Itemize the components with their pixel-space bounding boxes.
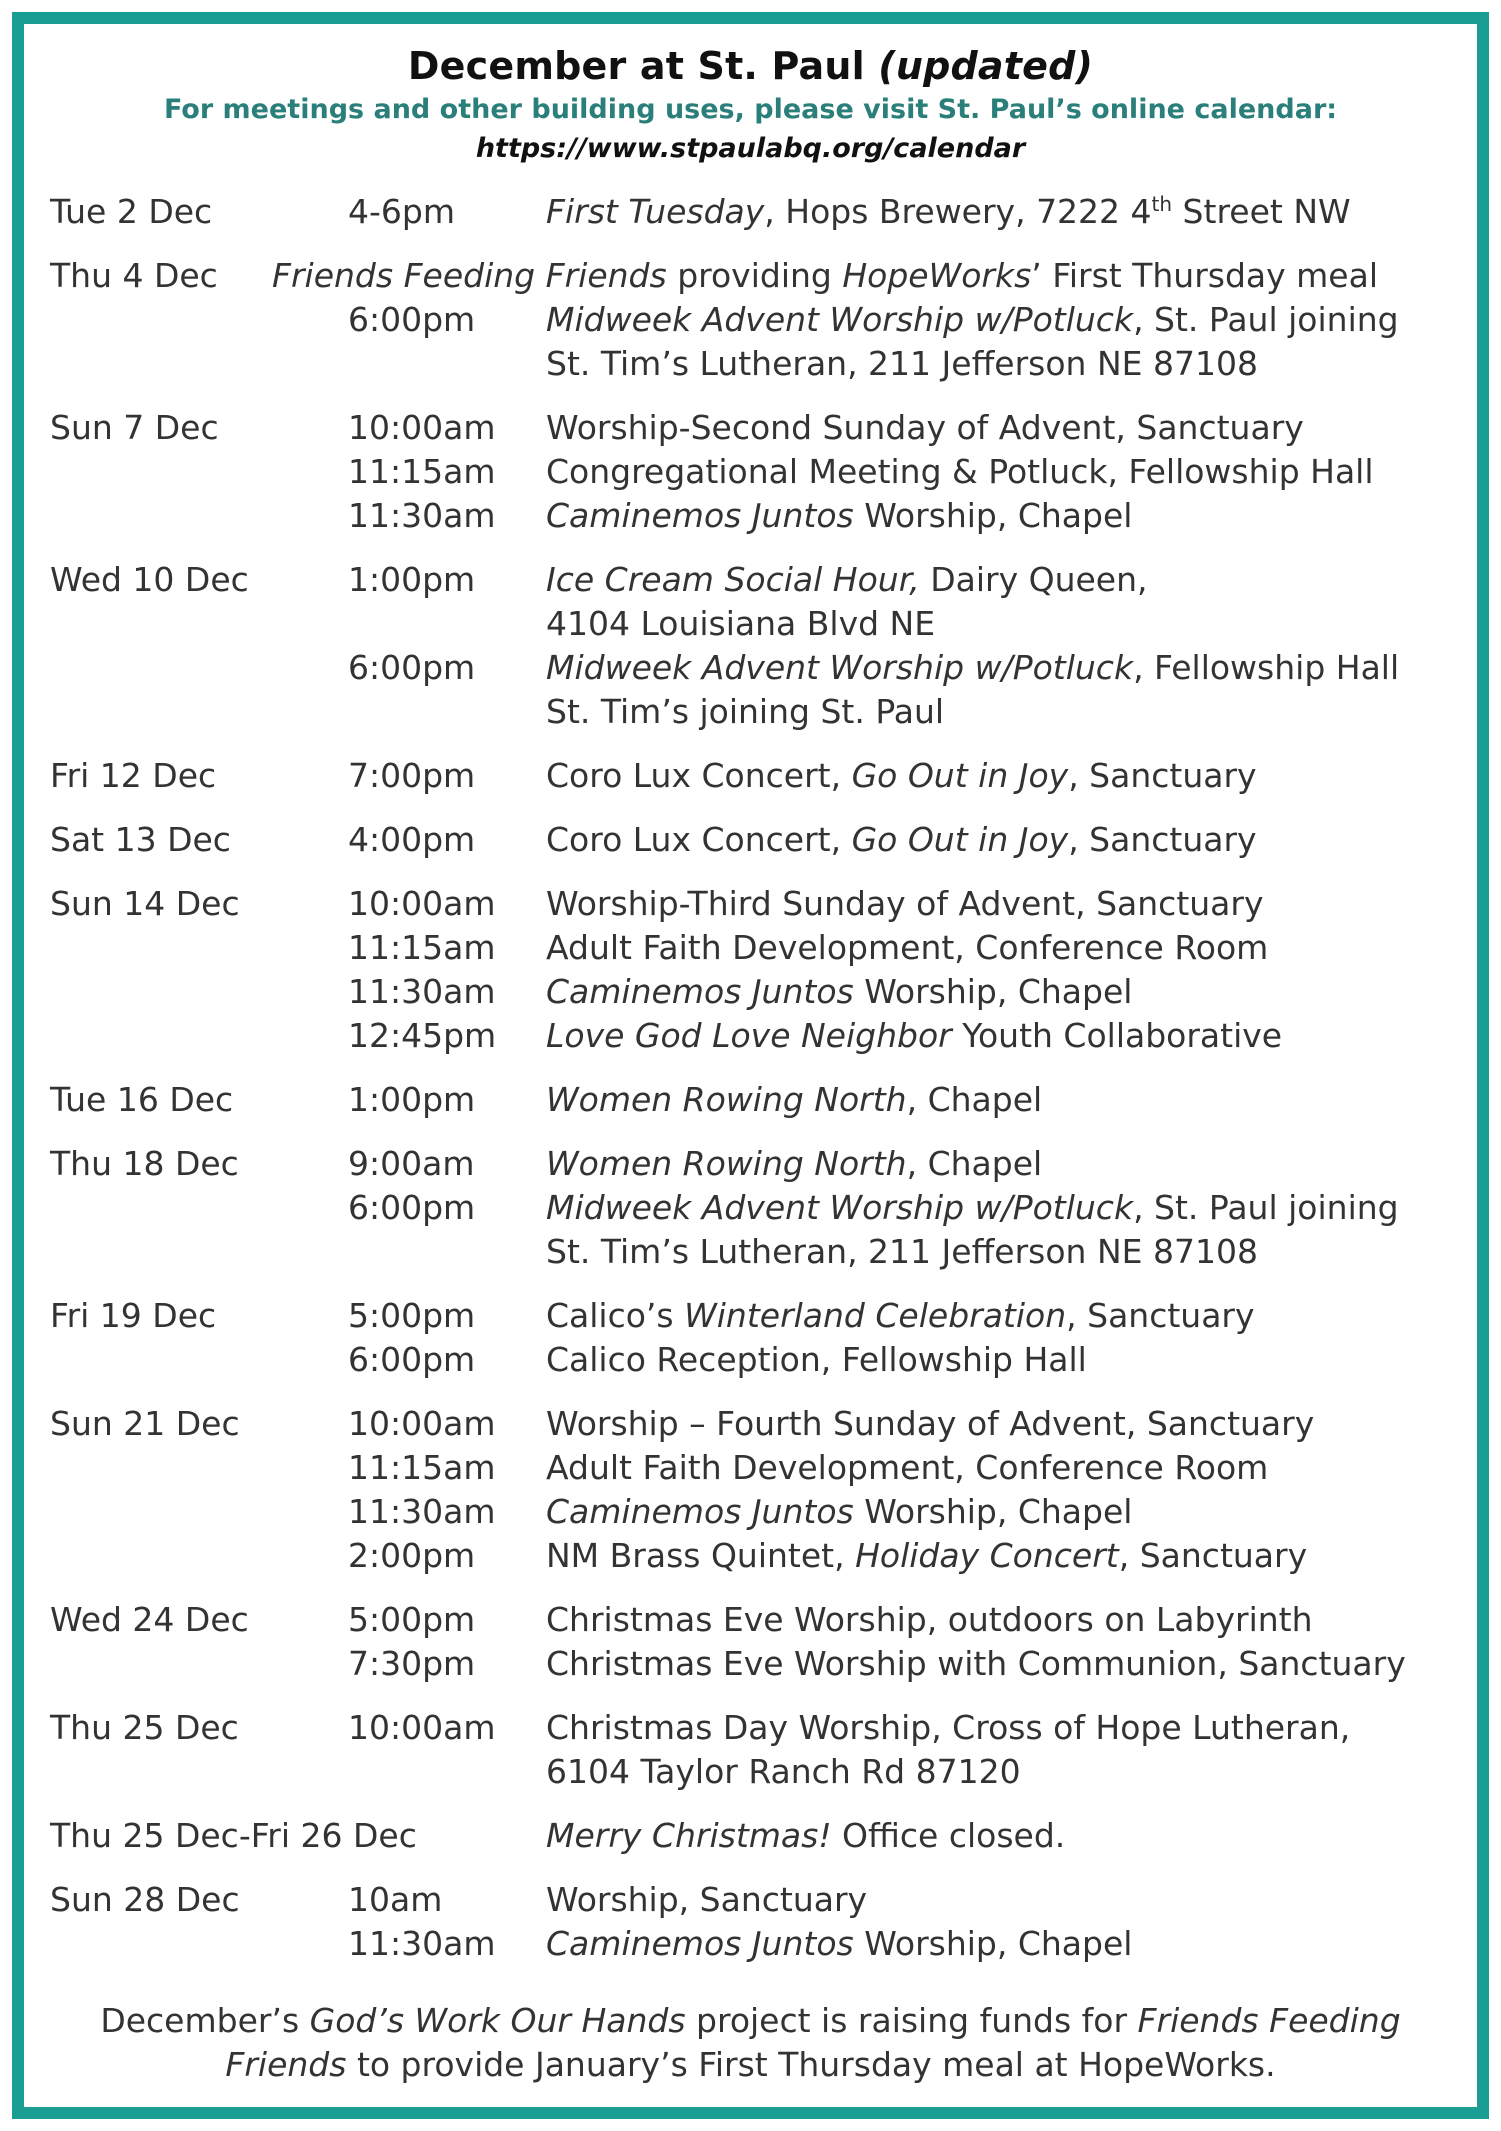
event-date: Thu 25 Dec	[50, 1708, 239, 1747]
text-run: Office closed.	[831, 1816, 1066, 1855]
event-description	[546, 1642, 1406, 1686]
text-run: Worship, Chapel	[853, 496, 1133, 535]
event-date: Wed 24 Dec	[50, 1600, 249, 1639]
text-run: Worship-Third Sunday of Advent, Sanctuary	[546, 884, 1264, 923]
text-run: Christmas Eve Worship with Communion, Sanctuary	[546, 1644, 1406, 1683]
event-description	[546, 1338, 1087, 1382]
text-run: to provide January’s First Thursday meal at HopeWorks.	[346, 2045, 1276, 2084]
event-line	[50, 406, 1470, 450]
event-time: 10:00am	[348, 408, 496, 447]
text-run: Coro Lux Concert,	[546, 756, 852, 795]
text-run: Christmas Day Worship, Cross of Hope Lutheran,	[546, 1708, 1351, 1747]
event-description	[546, 1014, 1282, 1058]
text-run: Caminemos Juntos	[546, 972, 854, 1011]
event-line	[50, 1230, 1470, 1274]
event-entry	[50, 1814, 1470, 1858]
text-run: Dairy Queen,	[919, 560, 1148, 599]
event-description	[546, 926, 1268, 970]
event-description	[546, 1598, 1313, 1642]
text-run: Street NW	[1172, 192, 1351, 231]
text-run: , Chapel	[906, 1080, 1043, 1119]
event-line	[50, 1750, 1470, 1794]
event-description	[546, 494, 1132, 538]
event-description	[546, 1534, 1307, 1578]
title-suffix: (updated)	[878, 44, 1094, 88]
event-line	[50, 754, 1470, 798]
event-entry	[50, 1706, 1470, 1794]
event-line	[50, 1534, 1470, 1578]
event-line	[50, 1878, 1470, 1922]
text-run: Youth Collaborative	[951, 1016, 1283, 1055]
text-run: 6104 Taylor Ranch Rd 87120	[546, 1752, 1021, 1791]
text-run: Adult Faith Development, Conference Room	[546, 928, 1269, 967]
text-run: St. Tim’s Lutheran, 211 Jefferson NE 87108	[546, 1232, 1258, 1271]
event-date: Tue 16 Dec	[50, 1080, 234, 1119]
event-description	[546, 1078, 1042, 1122]
event-line	[50, 494, 1470, 538]
event-description	[546, 754, 1257, 798]
event-entry	[50, 190, 1470, 234]
event-date: Sun 28 Dec	[50, 1880, 240, 1919]
footer-line-2	[24, 2043, 1477, 2087]
event-description	[546, 1814, 1065, 1858]
text-run: Women Rowing North	[546, 1144, 907, 1183]
text-run: Worship, Chapel	[853, 972, 1133, 1011]
text-run: , Sanctuary	[1068, 820, 1257, 859]
text-run: , Sanctuary	[1068, 756, 1257, 795]
event-description	[546, 970, 1132, 1014]
event-time: 6:00pm	[348, 648, 476, 687]
event-line	[50, 342, 1470, 386]
event-line	[50, 450, 1470, 494]
event-date: Sun 21 Dec	[50, 1404, 240, 1443]
text-run: Calico Reception, Fellowship Hall	[546, 1340, 1087, 1379]
event-time: 11:30am	[348, 1924, 496, 1963]
page-title	[24, 42, 1477, 90]
text-run: Ice Cream Social Hour,	[546, 560, 920, 599]
text-run: Caminemos Juntos	[546, 1924, 854, 1963]
event-date: Thu 18 Dec	[50, 1144, 239, 1183]
event-time: 2:00pm	[348, 1536, 476, 1575]
text-run: , Sanctuary	[1118, 1536, 1308, 1575]
footer-note	[24, 1999, 1477, 2087]
event-entry	[50, 1878, 1470, 1966]
event-line	[50, 1814, 1470, 1858]
text-run: th	[1151, 192, 1173, 216]
event-description	[546, 690, 944, 734]
text-run: Go Out in Joy	[851, 820, 1069, 859]
text-run: Worship – Fourth Sunday of Advent, Sanctuary	[546, 1404, 1315, 1443]
text-run: project is raising funds for	[685, 2001, 1138, 2040]
event-time: 1:00pm	[348, 1080, 476, 1119]
event-date: Thu 4 Dec	[50, 256, 218, 295]
event-description	[546, 646, 1399, 690]
event-line	[50, 558, 1470, 602]
event-line	[50, 1446, 1470, 1490]
event-date: Wed 10 Dec	[50, 560, 249, 599]
text-run: Midweek Advent Worship w/Potluck	[546, 300, 1134, 339]
event-time: 11:30am	[348, 496, 496, 535]
event-time: 10:00am	[348, 1404, 496, 1443]
event-time: 4:00pm	[348, 820, 476, 859]
event-entry	[50, 818, 1470, 862]
text-run: Worship, Chapel	[853, 1492, 1133, 1531]
text-run: Women Rowing North	[546, 1080, 907, 1119]
text-run: Winterland Celebration	[684, 1296, 1067, 1335]
event-time: 11:30am	[348, 1492, 496, 1531]
event-time: 6:00pm	[348, 1188, 476, 1227]
calendar-link[interactable]: https://www.stpaulabq.org/calendar	[475, 133, 1026, 164]
header	[24, 42, 1477, 168]
event-description	[546, 1446, 1268, 1490]
text-run: providing	[666, 256, 843, 295]
event-time: 1:00pm	[348, 560, 476, 599]
event-description	[546, 1706, 1350, 1750]
event-line	[50, 1078, 1470, 1122]
event-time: 10am	[348, 1880, 443, 1919]
event-description	[546, 1490, 1132, 1534]
event-description	[546, 1402, 1314, 1446]
event-entry	[50, 754, 1470, 798]
event-description	[546, 818, 1257, 862]
event-entry	[50, 406, 1470, 538]
event-description	[546, 1142, 1042, 1186]
event-line	[50, 602, 1470, 646]
event-description	[546, 1294, 1255, 1338]
event-time: 10:00am	[348, 884, 496, 923]
text-run: Coro Lux Concert,	[546, 820, 852, 859]
text-run: First Tuesday	[546, 192, 765, 231]
event-description	[546, 450, 1374, 494]
text-run: Worship-Second Sunday of Advent, Sanctuary	[546, 408, 1304, 447]
event-entry	[50, 1402, 1470, 1578]
event-description	[546, 1186, 1399, 1230]
event-line	[50, 1922, 1470, 1966]
event-date: Thu 25 Dec-Fri 26 Dec	[50, 1816, 417, 1855]
event-time: 5:00pm	[348, 1296, 476, 1335]
text-run: ’ First Thursday meal	[1031, 256, 1378, 295]
event-line	[50, 1186, 1470, 1230]
text-run: , St. Paul joining	[1133, 1188, 1399, 1227]
event-description	[546, 558, 1148, 602]
event-line	[50, 926, 1470, 970]
event-time: 11:15am	[348, 928, 496, 967]
event-date: Sun 14 Dec	[50, 884, 240, 923]
text-run: December’s	[100, 2001, 310, 2040]
event-time: 4-6pm	[348, 192, 455, 231]
event-line	[50, 1490, 1470, 1534]
text-run: , Hops Brewery, 7222 4	[764, 192, 1152, 231]
event-line	[50, 1598, 1470, 1642]
event-description	[546, 1922, 1132, 1966]
text-run: Worship, Chapel	[853, 1924, 1133, 1963]
text-run: Caminemos Juntos	[546, 1492, 854, 1531]
event-line	[50, 970, 1470, 1014]
event-entry	[50, 882, 1470, 1058]
text-run: God’s Work Our Hands	[309, 2001, 686, 2040]
event-line	[50, 190, 1470, 234]
text-run: Christmas Eve Worship, outdoors on Labyrinth	[546, 1600, 1313, 1639]
footer-line-1	[24, 1999, 1477, 2043]
event-time: 11:15am	[348, 452, 496, 491]
event-date: Fri 12 Dec	[50, 756, 217, 795]
event-line	[50, 1142, 1470, 1186]
text-run: Go Out in Joy	[851, 756, 1069, 795]
event-description	[546, 1878, 867, 1922]
event-line	[50, 1706, 1470, 1750]
event-date: Fri 19 Dec	[50, 1296, 217, 1335]
event-line	[50, 298, 1470, 342]
event-time: 7:30pm	[348, 1644, 476, 1683]
text-run: St. Tim’s joining St. Paul	[546, 692, 945, 731]
event-entry	[50, 1078, 1470, 1122]
text-run: St. Tim’s Lutheran, 211 Jefferson NE 87108	[546, 344, 1258, 383]
event-description	[546, 1230, 1258, 1274]
event-entry	[50, 254, 1470, 386]
event-line	[50, 818, 1470, 862]
event-date: Sat 13 Dec	[50, 820, 231, 859]
event-time: 6:00pm	[348, 300, 476, 339]
event-time: 6:00pm	[348, 1340, 476, 1379]
event-time: 12:45pm	[348, 1016, 497, 1055]
text-run: Merry Christmas!	[546, 1816, 832, 1855]
event-schedule	[50, 190, 1470, 1986]
event-line	[50, 1402, 1470, 1446]
event-line	[50, 882, 1470, 926]
text-run: , Sanctuary	[1066, 1296, 1255, 1335]
text-run: , Fellowship Hall	[1133, 648, 1400, 687]
text-run: NM Brass Quintet,	[546, 1536, 856, 1575]
text-run: Friends Feeding Friends	[272, 256, 667, 295]
title-text: December at St. Paul	[407, 44, 865, 88]
event-line	[50, 690, 1470, 734]
event-time: 10:00am	[348, 1708, 496, 1747]
event-line	[50, 646, 1470, 690]
event-description	[546, 602, 935, 646]
event-entry	[50, 558, 1470, 734]
event-summary	[272, 254, 1378, 298]
event-time: 11:30am	[348, 972, 496, 1011]
text-run: Holiday Concert	[855, 1536, 1119, 1575]
event-description	[546, 342, 1258, 386]
event-entry	[50, 1294, 1470, 1382]
text-run: Midweek Advent Worship w/Potluck	[546, 1188, 1134, 1227]
event-time: 9:00am	[348, 1144, 475, 1183]
text-run: Adult Faith Development, Conference Room	[546, 1448, 1269, 1487]
event-line	[50, 254, 1470, 298]
event-entry	[50, 1142, 1470, 1274]
event-description	[546, 406, 1304, 450]
event-description	[546, 190, 1351, 234]
event-time: 11:15am	[348, 1448, 496, 1487]
text-run: Midweek Advent Worship w/Potluck	[546, 648, 1134, 687]
text-run: 4104 Louisiana Blvd NE	[546, 604, 936, 643]
text-run: , Chapel	[906, 1144, 1043, 1183]
event-entry	[50, 1598, 1470, 1686]
event-line	[50, 1338, 1470, 1382]
text-run: HopeWorks	[842, 256, 1032, 295]
event-line	[50, 1014, 1470, 1058]
text-run: , St. Paul joining	[1133, 300, 1399, 339]
text-run: Congregational Meeting & Potluck, Fellowship Hall	[546, 452, 1374, 491]
text-run: Worship, Sanctuary	[546, 1880, 868, 1919]
event-description	[546, 1750, 1021, 1794]
flyer-page	[12, 12, 1489, 2119]
event-time: 7:00pm	[348, 756, 476, 795]
text-run: Friends Feeding	[1137, 2001, 1401, 2040]
event-time: 5:00pm	[348, 1600, 476, 1639]
text-run: Love God Love Neighbor	[546, 1016, 952, 1055]
event-line	[50, 1642, 1470, 1686]
event-description	[546, 298, 1399, 342]
calendar-note: For meetings and other building uses, please visit St. Paul’s online calendar:	[163, 94, 1338, 125]
text-run: Calico’s	[546, 1296, 685, 1335]
event-line	[50, 1294, 1470, 1338]
event-date: Sun 7 Dec	[50, 408, 219, 447]
event-description	[546, 882, 1264, 926]
event-date: Tue 2 Dec	[50, 192, 213, 231]
text-run: Caminemos Juntos	[546, 496, 854, 535]
text-run: Friends	[225, 2045, 347, 2084]
